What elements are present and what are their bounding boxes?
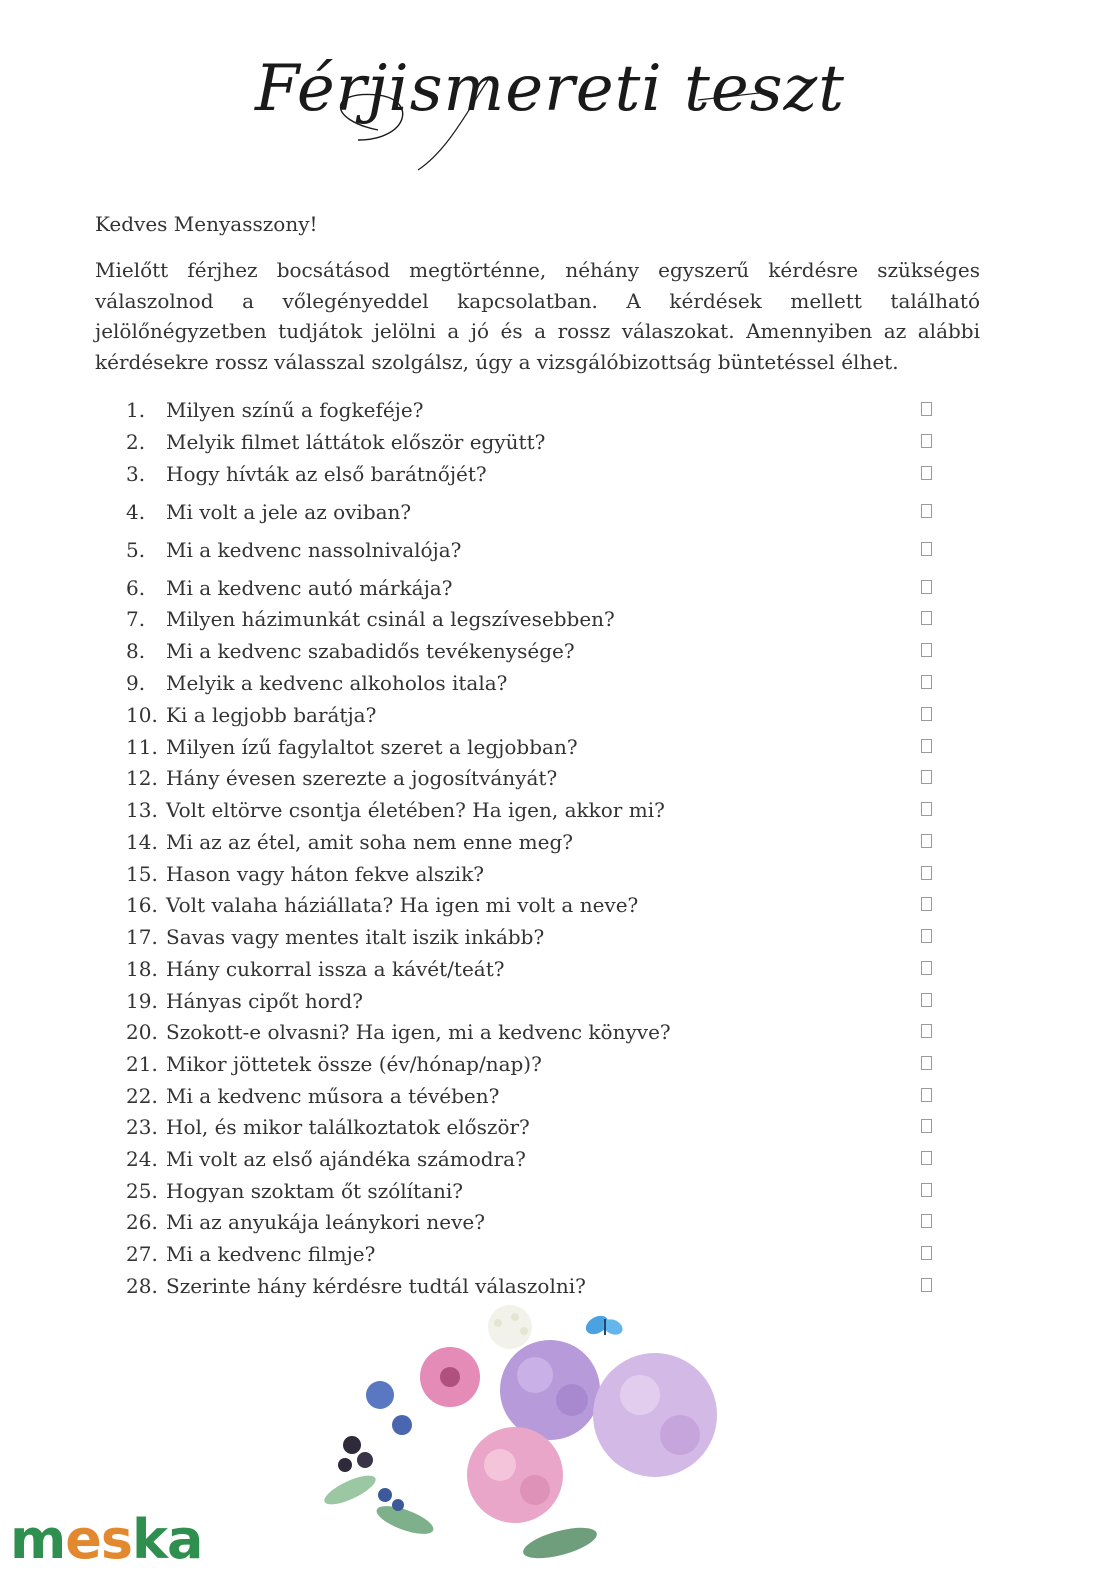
- answer-checkbox[interactable]: [921, 675, 932, 689]
- floral-illustration: [310, 1305, 760, 1565]
- question-row: [0, 1082, 1100, 1110]
- question-number: 25.: [126, 1179, 158, 1203]
- question-number: 12.: [126, 766, 158, 790]
- question-number: 14.: [126, 830, 158, 854]
- question-text: Mi az az étel, amit soha nem enne meg?: [166, 830, 573, 854]
- question-number: 19.: [126, 989, 158, 1013]
- answer-checkbox[interactable]: [921, 1246, 932, 1260]
- answer-checkbox[interactable]: [921, 1183, 932, 1197]
- question-text: Hason vagy háton fekve alszik?: [166, 862, 484, 886]
- question-text: Milyen házimunkát csinál a legszívesebben?: [166, 607, 615, 631]
- question-number: 5.: [126, 538, 146, 562]
- question-number: 20.: [126, 1020, 158, 1044]
- question-row: [0, 987, 1100, 1015]
- question-row: [0, 637, 1100, 665]
- question-text: Mi a kedvenc műsora a tévében?: [166, 1084, 500, 1108]
- question-text: Milyen ízű fagylaltot szeret a legjobban?: [166, 735, 578, 759]
- question-number: 6.: [126, 576, 146, 600]
- question-number: 4.: [126, 500, 146, 524]
- question-row: [0, 955, 1100, 983]
- question-row: [0, 828, 1100, 856]
- answer-checkbox[interactable]: [921, 961, 932, 975]
- question-text: Hány évesen szerezte a jogosítványát?: [166, 766, 558, 790]
- question-number: 27.: [126, 1242, 158, 1266]
- question-text: Mi az anyukája leánykori neve?: [166, 1210, 485, 1234]
- question-text: Melyik a kedvenc alkoholos itala?: [166, 671, 508, 695]
- question-number: 10.: [126, 703, 158, 727]
- question-number: 11.: [126, 735, 158, 759]
- question-text: Milyen színű a fogkeféje?: [166, 398, 424, 422]
- question-row: [0, 1113, 1100, 1141]
- answer-checkbox[interactable]: [921, 1056, 932, 1070]
- question-number: 17.: [126, 925, 158, 949]
- question-number: 9.: [126, 671, 146, 695]
- question-text: Szerinte hány kérdésre tudtál válaszolni?: [166, 1274, 586, 1298]
- answer-checkbox[interactable]: [921, 1119, 932, 1133]
- logo-part: es: [65, 1508, 133, 1571]
- question-text: Mi a kedvenc filmje?: [166, 1242, 376, 1266]
- question-text: Volt valaha háziállata? Ha igen mi volt a neve?: [166, 893, 639, 917]
- answer-checkbox[interactable]: [921, 466, 932, 480]
- question-text: Mi volt a jele az oviban?: [166, 500, 412, 524]
- question-text: Hányas cipőt hord?: [166, 989, 363, 1013]
- answer-checkbox[interactable]: [921, 1214, 932, 1228]
- question-text: Melyik filmet láttátok először együtt?: [166, 430, 546, 454]
- answer-checkbox[interactable]: [921, 802, 932, 816]
- question-row: [0, 498, 1100, 526]
- question-text: Mi volt az első ajándéka számodra?: [166, 1147, 526, 1171]
- question-row: [0, 1050, 1100, 1078]
- question-text: Hol, és mikor találkoztatok először?: [166, 1115, 530, 1139]
- question-row: [0, 460, 1100, 488]
- question-number: 21.: [126, 1052, 158, 1076]
- question-number: 16.: [126, 893, 158, 917]
- question-row: [0, 428, 1100, 456]
- answer-checkbox[interactable]: [921, 1088, 932, 1102]
- answer-checkbox[interactable]: [921, 1024, 932, 1038]
- question-row: [0, 733, 1100, 761]
- answer-checkbox[interactable]: [921, 993, 932, 1007]
- page-title: Férjismereti teszt: [255, 52, 845, 126]
- question-row: [0, 701, 1100, 729]
- question-number: 13.: [126, 798, 158, 822]
- question-row: [0, 1177, 1100, 1205]
- answer-checkbox[interactable]: [921, 707, 932, 721]
- answer-checkbox[interactable]: [921, 504, 932, 518]
- answer-checkbox[interactable]: [921, 897, 932, 911]
- question-row: [0, 923, 1100, 951]
- question-text: Mi a kedvenc autó márkája?: [166, 576, 453, 600]
- answer-checkbox[interactable]: [921, 1151, 932, 1165]
- answer-checkbox[interactable]: [921, 542, 932, 556]
- question-row: [0, 860, 1100, 888]
- intro-paragraph: Mielőtt férjhez bocsátásod megtörténne, néhány egyszerű kérdésre szükséges válaszolnod a vőlegényeddel kapcsolatban. A kérdések mellett található jelölőnégyzetben tudjátok jelölni a jó és a rossz válaszokat. Amennyiben az alábbi kérdésekre rossz válasszal szolgálsz, úgy a vizsgálóbizottság büntetéssel élhet.: [95, 258, 980, 374]
- question-text: Ki a legjobb barátja?: [166, 703, 377, 727]
- question-row: [0, 605, 1100, 633]
- question-number: 22.: [126, 1084, 158, 1108]
- answer-checkbox[interactable]: [921, 929, 932, 943]
- question-text: Mi a kedvenc szabadidős tevékenysége?: [166, 639, 575, 663]
- question-text: Hogy hívták az első barátnőjét?: [166, 462, 487, 486]
- question-number: 2.: [126, 430, 146, 454]
- question-number: 7.: [126, 607, 146, 631]
- answer-checkbox[interactable]: [921, 402, 932, 416]
- greeting: Kedves Menyasszony!: [95, 212, 318, 236]
- answer-checkbox[interactable]: [921, 739, 932, 753]
- question-text: Hány cukorral issza a kávét/teát?: [166, 957, 505, 981]
- answer-checkbox[interactable]: [921, 866, 932, 880]
- question-text: Mi a kedvenc nassolnivalója?: [166, 538, 462, 562]
- question-number: 24.: [126, 1147, 158, 1171]
- logo-part: ka: [132, 1508, 203, 1571]
- question-text: Volt eltörve csontja életében? Ha igen, akkor mi?: [166, 798, 665, 822]
- question-row: [0, 1018, 1100, 1046]
- logo-part: m: [10, 1508, 66, 1571]
- question-row: [0, 1145, 1100, 1173]
- question-text: Hogyan szoktam őt szólítani?: [166, 1179, 464, 1203]
- question-text: Mikor jöttetek össze (év/hónap/nap)?: [166, 1052, 542, 1076]
- answer-checkbox[interactable]: [921, 434, 932, 448]
- question-number: 28.: [126, 1274, 158, 1298]
- question-number: 3.: [126, 462, 146, 486]
- question-text: Savas vagy mentes italt iszik inkább?: [166, 925, 545, 949]
- question-row: [0, 1240, 1100, 1268]
- meska-logo: [10, 1508, 202, 1571]
- question-number: 18.: [126, 957, 158, 981]
- question-number: 15.: [126, 862, 158, 886]
- answer-checkbox[interactable]: [921, 580, 932, 594]
- answer-checkbox[interactable]: [921, 834, 932, 848]
- question-text: Szokott-e olvasni? Ha igen, mi a kedvenc könyve?: [166, 1020, 671, 1044]
- question-row: [0, 396, 1100, 424]
- answer-checkbox[interactable]: [921, 770, 932, 784]
- question-row: [0, 1208, 1100, 1236]
- question-row: [0, 796, 1100, 824]
- question-number: 26.: [126, 1210, 158, 1234]
- question-row: [0, 891, 1100, 919]
- question-row: [0, 1272, 1100, 1300]
- answer-checkbox[interactable]: [921, 1278, 932, 1292]
- question-row: [0, 574, 1100, 602]
- answer-checkbox[interactable]: [921, 611, 932, 625]
- question-number: 23.: [126, 1115, 158, 1139]
- question-row: [0, 536, 1100, 564]
- question-row: [0, 669, 1100, 697]
- question-number: 1.: [126, 398, 146, 422]
- answer-checkbox[interactable]: [921, 643, 932, 657]
- question-number: 8.: [126, 639, 146, 663]
- question-row: [0, 764, 1100, 792]
